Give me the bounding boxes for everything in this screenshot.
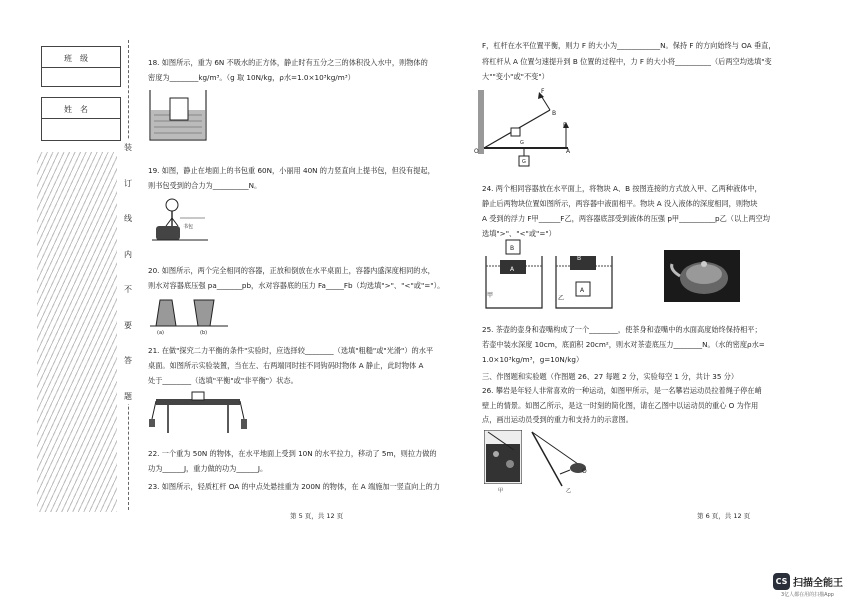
- q26-line1: 26. 攀岩是年轻人非常喜欢的一种运动，如图甲所示，是一名攀岩运动员拉着绳子停在峭: [482, 386, 762, 395]
- q22-line2: 功为______J，重力做的功为______J。: [148, 464, 268, 473]
- q24-label-jia: 甲: [487, 292, 494, 299]
- side-char: 答: [124, 356, 132, 365]
- q20-line1: 20. 如图所示，两个完全相同的容器，正放和倒放在水平桌面上，容器内盛深度相同的水，: [148, 266, 435, 275]
- name-label: 姓 名: [64, 105, 88, 114]
- q21-line1: 21. 在做"探究二力平衡的条件"实验时，应选择较________（选填"粗糙"或"光滑"）的水平: [148, 346, 434, 355]
- q26-label-O: O: [582, 468, 587, 475]
- scanner-title: 扫描全能王: [793, 578, 843, 589]
- q24-label-yi: 乙: [558, 295, 565, 302]
- side-char: 装: [124, 143, 132, 152]
- q25-line2: 若壶中装水深度 10cm，底面积 20cm²，则水对茶壶底压力________N。（水的密度ρ水=: [482, 340, 765, 349]
- q20-line2: 则水对容器底压强 pa_______pb，水对容器底的压力 Fa_____Fb（均选填">"、"<"或"="）。: [148, 281, 445, 290]
- scanner-subtitle: 3亿人都在用的扫描App: [781, 592, 834, 598]
- side-char: 题: [124, 391, 132, 401]
- binding-hatch: [37, 152, 117, 512]
- q20-fig-label-b: (b): [200, 330, 208, 336]
- lever-label-B: B: [552, 110, 557, 117]
- q23-cont-line1: F，杠杆在水平位置平衡，则力 F 的大小为____________N。保持 F 的方向始终与 OA 垂直，: [482, 41, 776, 50]
- binding-side-text: [121, 140, 135, 404]
- teapot-photo: [664, 250, 740, 302]
- lever-label-F1: F: [541, 88, 545, 95]
- scanner-badge-text: CS: [775, 577, 788, 586]
- q23-line1: 23. 如图所示，轻质杠杆 OA 的中点处悬挂重为 200N 的物体，在 A 端施加一竖直向上的力: [148, 482, 440, 491]
- right-page-footer: 第 6 页，共 12 页: [697, 512, 751, 520]
- q18-line1: 18. 如图所示，重为 6N 不吸水的正方体，静止时有五分之三的体积没入水中，则物体的: [148, 58, 428, 67]
- q19-figure: [150, 196, 210, 248]
- q20-fig-label-a: (a): [157, 330, 164, 336]
- q26-label-jia: 甲: [498, 488, 504, 494]
- q26-line2: 壁上的情景。如图乙所示，是这一时刻的简化图，请在乙图中以运动员的重心 O 为作用: [482, 401, 759, 410]
- side-char: 线: [124, 214, 132, 223]
- q26-diagram-yi: [528, 430, 590, 488]
- q24-line2: 静止后两物块位置如图所示，两容器中液面相平。物块 A 没入液体的深度相同，则物块: [482, 199, 758, 208]
- q21-line3: 处于________（选填"平衡"或"非平衡"）状态。: [148, 376, 298, 385]
- q24-label-B1: B: [510, 245, 515, 252]
- side-char: 不: [124, 285, 132, 294]
- side-char: 要: [124, 320, 132, 330]
- side-char: 内: [124, 249, 132, 259]
- q24-line1: 24. 两个相同容器放在水平面上，将物块 A、B 按图连接的方式放入甲、乙两种液体中，: [482, 184, 762, 193]
- lever-figure: [478, 86, 588, 168]
- q23-cont-line2: 将杠杆从 A 位置匀速提升到 B 位置的过程中，力 F 的大小将__________（后两空均选填"变: [482, 57, 772, 66]
- q26-photo-jia: [484, 430, 522, 484]
- q21-line2: 桌面。如图所示实验装置，当在左、右两端同时挂不同钩码时物体 A 静止，此时物体 A: [148, 361, 424, 370]
- q18-figure: [148, 88, 208, 143]
- lever-label-A: A: [566, 148, 571, 155]
- q23-cont-line3: 大""变小"或"不变"）: [482, 72, 549, 81]
- side-char: 订: [124, 178, 132, 188]
- lever-label-G2: G: [522, 159, 526, 165]
- class-label: 班 级: [64, 54, 88, 63]
- q18-line2: 密度为________kg/m³。（g 取 10N/kg，ρ水=1.0×10³kg/m³）: [148, 73, 355, 82]
- lever-label-G1: G: [520, 140, 524, 146]
- scanner-badge: [773, 573, 790, 590]
- left-page-footer: 第 5 页，共 12 页: [290, 512, 344, 520]
- section-3-heading: 三、作图题和实验题（作图题 26、27 每题 2 分，实验每空 1 分，共计 35 分）: [482, 372, 739, 381]
- q25-line1: 25. 茶壶的壶身和壶嘴构成了一个________，使茶身和壶嘴中的水面高度始终保持相平；: [482, 325, 762, 334]
- name-line: [42, 118, 120, 119]
- q19-line2: 则书包受到的合力为__________N。: [148, 181, 262, 190]
- q19-line1: 19. 如图，静止在地面上的书包重 60N，小丽用 40N 的力竖直向上提书包，但没有提起，: [148, 166, 435, 175]
- q24-line3: A 受到的浮力 F甲______F乙，两容器底部受到液体的压强 p甲__________p乙（以上两空均: [482, 214, 770, 223]
- q24-label-A1: A: [510, 266, 515, 273]
- class-line: [42, 67, 120, 68]
- lever-label-O: O: [474, 148, 479, 155]
- q26-label-yi: 乙: [566, 488, 572, 494]
- q24-line4: 选填">"、"<"或"="）: [482, 229, 556, 238]
- class-box: [41, 46, 121, 87]
- lever-label-F2: F: [563, 122, 567, 129]
- q26-line3: 点，画出运动员受到的重力和支持力的示意图。: [482, 415, 633, 424]
- q22-line1: 22. 一个重为 50N 的物体，在水平地面上受到 10N 的水平拉力，移动了 5m，则拉力做的: [148, 449, 437, 458]
- q24-label-A2: A: [580, 287, 585, 294]
- name-box: [41, 97, 121, 141]
- q21-figure: [148, 389, 248, 435]
- q19-fig-label: 书包: [183, 224, 194, 230]
- q25-line3: 1.0×10³kg/m³，g=10N/kg）: [482, 355, 584, 364]
- q24-label-B2: B: [577, 255, 582, 262]
